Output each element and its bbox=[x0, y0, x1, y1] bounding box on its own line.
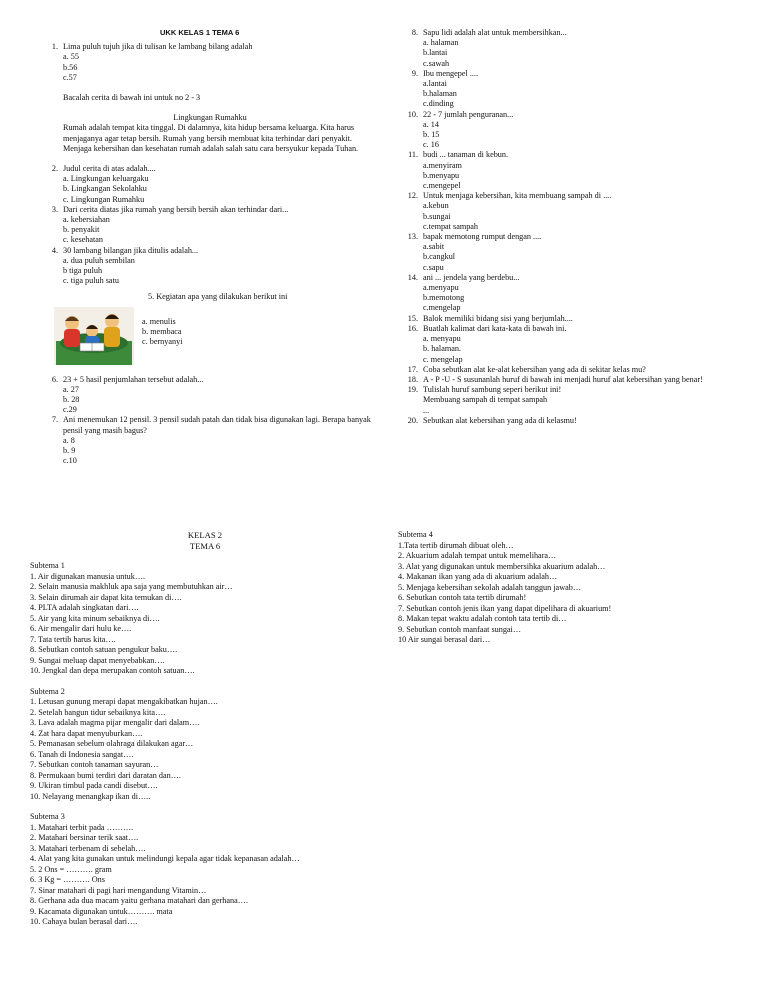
question-options bbox=[423, 201, 730, 232]
list-item: 4. Alat yang kita gunakan untuk melindungi kepala agar tidak kepanasan adalah… bbox=[30, 854, 300, 863]
question-7: 7. Ani menemukan 12 pensil. 3 pensil sudah patah dan tidak bisa digunakan lagi. Berapa banyak pensil yang masih bagus? bbox=[51, 415, 371, 435]
answer-option: c. mengelap bbox=[423, 354, 463, 364]
story-text: Rumah adalah tempat kita tinggal. Di dalamnya, kita hidup bersama keluarga. Kita harus menjaganya agar tetap bersih. Rumah yang bersih membuat kita terhindar dari penyakit. Menjaga kebersihan dan kesehatan rumah adalah salah satu cara bersyukur kepada Tuhan. bbox=[63, 123, 359, 153]
list-item: 4. Makanan ikan yang ada di akuarium adalah… bbox=[398, 572, 558, 581]
answer-option: Membuang sampah di tempat sampah bbox=[423, 395, 548, 405]
ukk-right-column bbox=[400, 28, 730, 426]
question-2: 2. Judul cerita di atas adalah.... bbox=[51, 164, 156, 174]
subtema-3 bbox=[30, 812, 380, 928]
list-item: 6. Sebutkan contoh tata tertib dirumah! bbox=[398, 593, 527, 602]
list-item: 5. Air yang kita minum sebaiknya di…. bbox=[30, 613, 160, 623]
question-4: 4. 30 lambang bilangan jika ditulis adalah... bbox=[51, 245, 199, 255]
question-5-row bbox=[54, 307, 380, 365]
answer-option: a. halaman bbox=[423, 38, 459, 48]
answer-option: a.menyapu bbox=[423, 283, 459, 293]
question-9: 9. Ibu mengepel .... bbox=[411, 68, 479, 78]
question-6-options: a. 27 b. 28 c.29 bbox=[63, 384, 80, 415]
subtema-2 bbox=[30, 687, 380, 803]
list-item: 6. Tanah di Indonesia sangat…. bbox=[30, 749, 134, 759]
list-item: 2. Selain manusia makhluk apa saja yang membutuhkan air… bbox=[30, 582, 233, 591]
list-item: 4. Zat hara dapat menyuburkan…. bbox=[30, 728, 143, 738]
list-item: 7. Sebutkan contoh jenis ikan yang dapat dipelihara di akuarium! bbox=[398, 603, 612, 613]
answer-option: a. 14 bbox=[423, 119, 439, 129]
list-item: 7. Sebutkan contoh tanaman sayuran… bbox=[30, 760, 159, 769]
subtema-4 bbox=[398, 530, 738, 646]
answer-option: b.menyapu bbox=[423, 170, 460, 180]
question-options bbox=[423, 38, 730, 69]
subtema-heading: Subtema 2 bbox=[30, 686, 65, 696]
question-options bbox=[423, 242, 730, 273]
list-item: 9. Kacamata digunakan untuk………. mata bbox=[30, 906, 173, 916]
answer-option: a.kebun bbox=[423, 201, 449, 211]
answer-option: c.mengepel bbox=[423, 181, 461, 191]
question-1: 1. Lima puluh tujuh jika di tulisan ke lambang bilang adalah bbox=[51, 42, 253, 52]
question-options bbox=[423, 283, 730, 314]
answer-option: a.sabit bbox=[423, 242, 445, 252]
list-item: 10. Jengkal dan depa merupakan contoh satuan…. bbox=[30, 666, 195, 675]
question-15: 15. Balok memiliki bidang sisi yang berjumlah.... bbox=[407, 313, 573, 323]
question-19: 19. Tulislah huruf sambung seperi berikut ini! bbox=[407, 385, 562, 395]
question-4-options: a. dua puluh sembilan b tiga puluh c. tiga puluh satu bbox=[63, 255, 135, 286]
question-options bbox=[423, 161, 730, 192]
subtema-heading: Subtema 4 bbox=[398, 530, 433, 539]
kelas2-title: KELAS 2 TEMA 6 bbox=[187, 530, 223, 551]
answer-option: c.mengelap bbox=[423, 303, 461, 313]
story-title: Lingkungan Rumahku bbox=[173, 113, 247, 123]
answer-option: c.sawah bbox=[423, 58, 450, 68]
question-7-options: a. 8 b. 9 c.10 bbox=[63, 435, 77, 466]
question-options bbox=[423, 334, 730, 365]
question-20: 20. Sebutkan alat kebersihan yang ada di kelasmu! bbox=[407, 415, 577, 425]
question-13: 13. bapak memotong rumput dengan .... bbox=[407, 232, 542, 242]
list-item: 3. Lava adalah magma pijar mengalir dari dalam…. bbox=[30, 718, 200, 727]
answer-option: b.sungai bbox=[423, 211, 451, 221]
question-1-options: a. 55 b.56 c.57 bbox=[63, 52, 79, 82]
question-16: 16. Buatlah kalimat dari kata-kata di bawah ini. bbox=[407, 323, 567, 333]
answer-option: c. 16 bbox=[423, 140, 439, 150]
list-item: 3. Selain dirumah air dapat kita temukan di…. bbox=[30, 592, 182, 602]
question-2-options: a. Lingkungan keluargaku b. Lingkangan Sekolahku c. Lingkungan Rumahku bbox=[63, 174, 149, 204]
list-item: 5. Menjaga kebersihan sekolah adalah tanggun jawab… bbox=[398, 582, 582, 592]
list-item: 3. Matahari terbenam di sebelah…. bbox=[30, 843, 146, 853]
subtema-1 bbox=[30, 561, 380, 677]
question-3: 3. Dari cerita diatas jika rumah yang bersih bersih akan terhindar dari... bbox=[51, 204, 289, 214]
list-item: 10. Nelayang menangkap ikan di….. bbox=[30, 791, 151, 801]
question-3-options: a. kebersiahan b. penyakit c. kesehatan bbox=[63, 215, 110, 245]
list-item: 2. Matahari bersinar terik saat…. bbox=[30, 833, 139, 842]
list-item: 5. 2 Ons = ………. gram bbox=[30, 864, 112, 874]
ukk-left-column bbox=[40, 28, 380, 467]
kelas2-left-column bbox=[30, 530, 380, 928]
list-item: 8. Gerhana ada dua macam yaitu gerhana matahari dan gerhana…. bbox=[30, 896, 249, 905]
list-item: 5. Pemanasan sebelum olahraga dilakukan agar… bbox=[30, 739, 194, 748]
list-item: 2. Setelah bangun tidur sebaiknya kita…. bbox=[30, 707, 166, 717]
subtema-heading: Subtema 1 bbox=[30, 561, 65, 570]
answer-option: a.lantai bbox=[423, 79, 447, 89]
family-reading-illustration bbox=[54, 307, 134, 365]
list-item: 6. 3 Kg = ………. Ons bbox=[30, 875, 105, 884]
list-item: 1. Letusan gunung merapi dapat mengakibatkan hujan…. bbox=[30, 697, 218, 706]
kelas2-right-column bbox=[398, 530, 738, 646]
answer-option: c.tempat sampah bbox=[423, 221, 479, 231]
subtema-heading: Subtema 3 bbox=[30, 812, 65, 821]
answer-option: a. menyapu bbox=[423, 334, 461, 344]
list-item: 4. PLTA adalah singkatan dari…. bbox=[30, 603, 139, 612]
list-item: 8. Makan tepat waktu adalah contoh tata tertib di… bbox=[398, 614, 567, 623]
list-item: 1.Tata tertib dirumah dibuat oleh… bbox=[398, 540, 514, 550]
question-18: 18. A - P -U - S susunanlah huruf di bawah ini menjadi huruf alat kebersihan yang benar! bbox=[407, 374, 703, 384]
question-options bbox=[423, 395, 730, 415]
answer-option: c.dinding bbox=[423, 99, 454, 109]
ukk-page bbox=[0, 0, 768, 480]
answer-option: b.memotong bbox=[423, 293, 465, 303]
story-intro: Bacalah cerita di bawah ini untuk no 2 - 3 bbox=[63, 93, 201, 103]
list-item: 6. Air mengalir dari hulu ke…. bbox=[30, 624, 132, 633]
list-item: 8. Sebutkan contoh satuan pengukur baku…. bbox=[30, 645, 178, 654]
answer-option: b.cangkul bbox=[423, 252, 456, 262]
answer-option: b. 15 bbox=[423, 130, 440, 140]
answer-option: a.menyiram bbox=[423, 160, 462, 170]
page-title: UKK KELAS 1 TEMA 6 bbox=[160, 28, 240, 37]
question-8: 8. Sapu lidi adalah alat untuk membersihkan... bbox=[411, 28, 567, 37]
list-item: 10. Cahaya bulan berasal dari…. bbox=[30, 917, 138, 926]
list-item: 7. Sinar matahari di pagi hari mengandung Vitamin… bbox=[30, 885, 207, 895]
list-item: 9. Ukiran timbul pada candi disebut…. bbox=[30, 781, 158, 790]
question-17: 17. Coba sebutkan alat ke-alat kebersihan yang ada di sekitar kelas mu? bbox=[407, 364, 646, 374]
list-item: 8. Permukaan bumi terdiri dari daratan dan…. bbox=[30, 770, 181, 780]
answer-option: b.halaman bbox=[423, 89, 457, 99]
question-12: 12. Untuk menjaga kebersihan, kita membuang sampah di .... bbox=[407, 191, 612, 201]
list-item: 9. Sungai meluap dapat menyebabkan…. bbox=[30, 655, 165, 665]
answer-option: c.sapu bbox=[423, 262, 444, 272]
list-item: 1. Matahari terbit pada ………. bbox=[30, 822, 134, 832]
list-item: 2. Akuarium adalah tempat untuk memelihara… bbox=[398, 551, 557, 560]
list-item: 9. Sebutkan contoh manfaat sungai… bbox=[398, 624, 522, 634]
question-10: 10. 22 - 7 jumlah penguranan... bbox=[407, 109, 514, 119]
question-6: 6. 23 + 5 hasil penjumlahan tersebut adalah... bbox=[51, 374, 204, 384]
list-item: 10 Air sungai berasal dari… bbox=[398, 635, 491, 644]
answer-option: ... bbox=[423, 405, 430, 415]
list-item: 7. Tata tertib harus kita…. bbox=[30, 634, 116, 644]
question-options bbox=[423, 79, 730, 110]
answer-option: b. halaman. bbox=[423, 344, 461, 354]
question-5: 5. Kegiatan apa yang dilakukan berikut ini bbox=[148, 292, 288, 302]
answer-option: b.lantai bbox=[423, 48, 448, 58]
question-14: 14. ani ... jendela yang berdebu... bbox=[407, 272, 520, 282]
question-options bbox=[423, 120, 730, 151]
question-11: 11. budi ... tanaman di kebun. bbox=[408, 150, 509, 160]
list-item: 1. Air digunakan manusia untuk…. bbox=[30, 571, 146, 581]
list-item: 3. Alat yang digunakan untuk membersihka akuarium adalah… bbox=[398, 561, 606, 571]
question-5-options: a. menulis b. membaca c. bernyanyi bbox=[142, 316, 183, 347]
